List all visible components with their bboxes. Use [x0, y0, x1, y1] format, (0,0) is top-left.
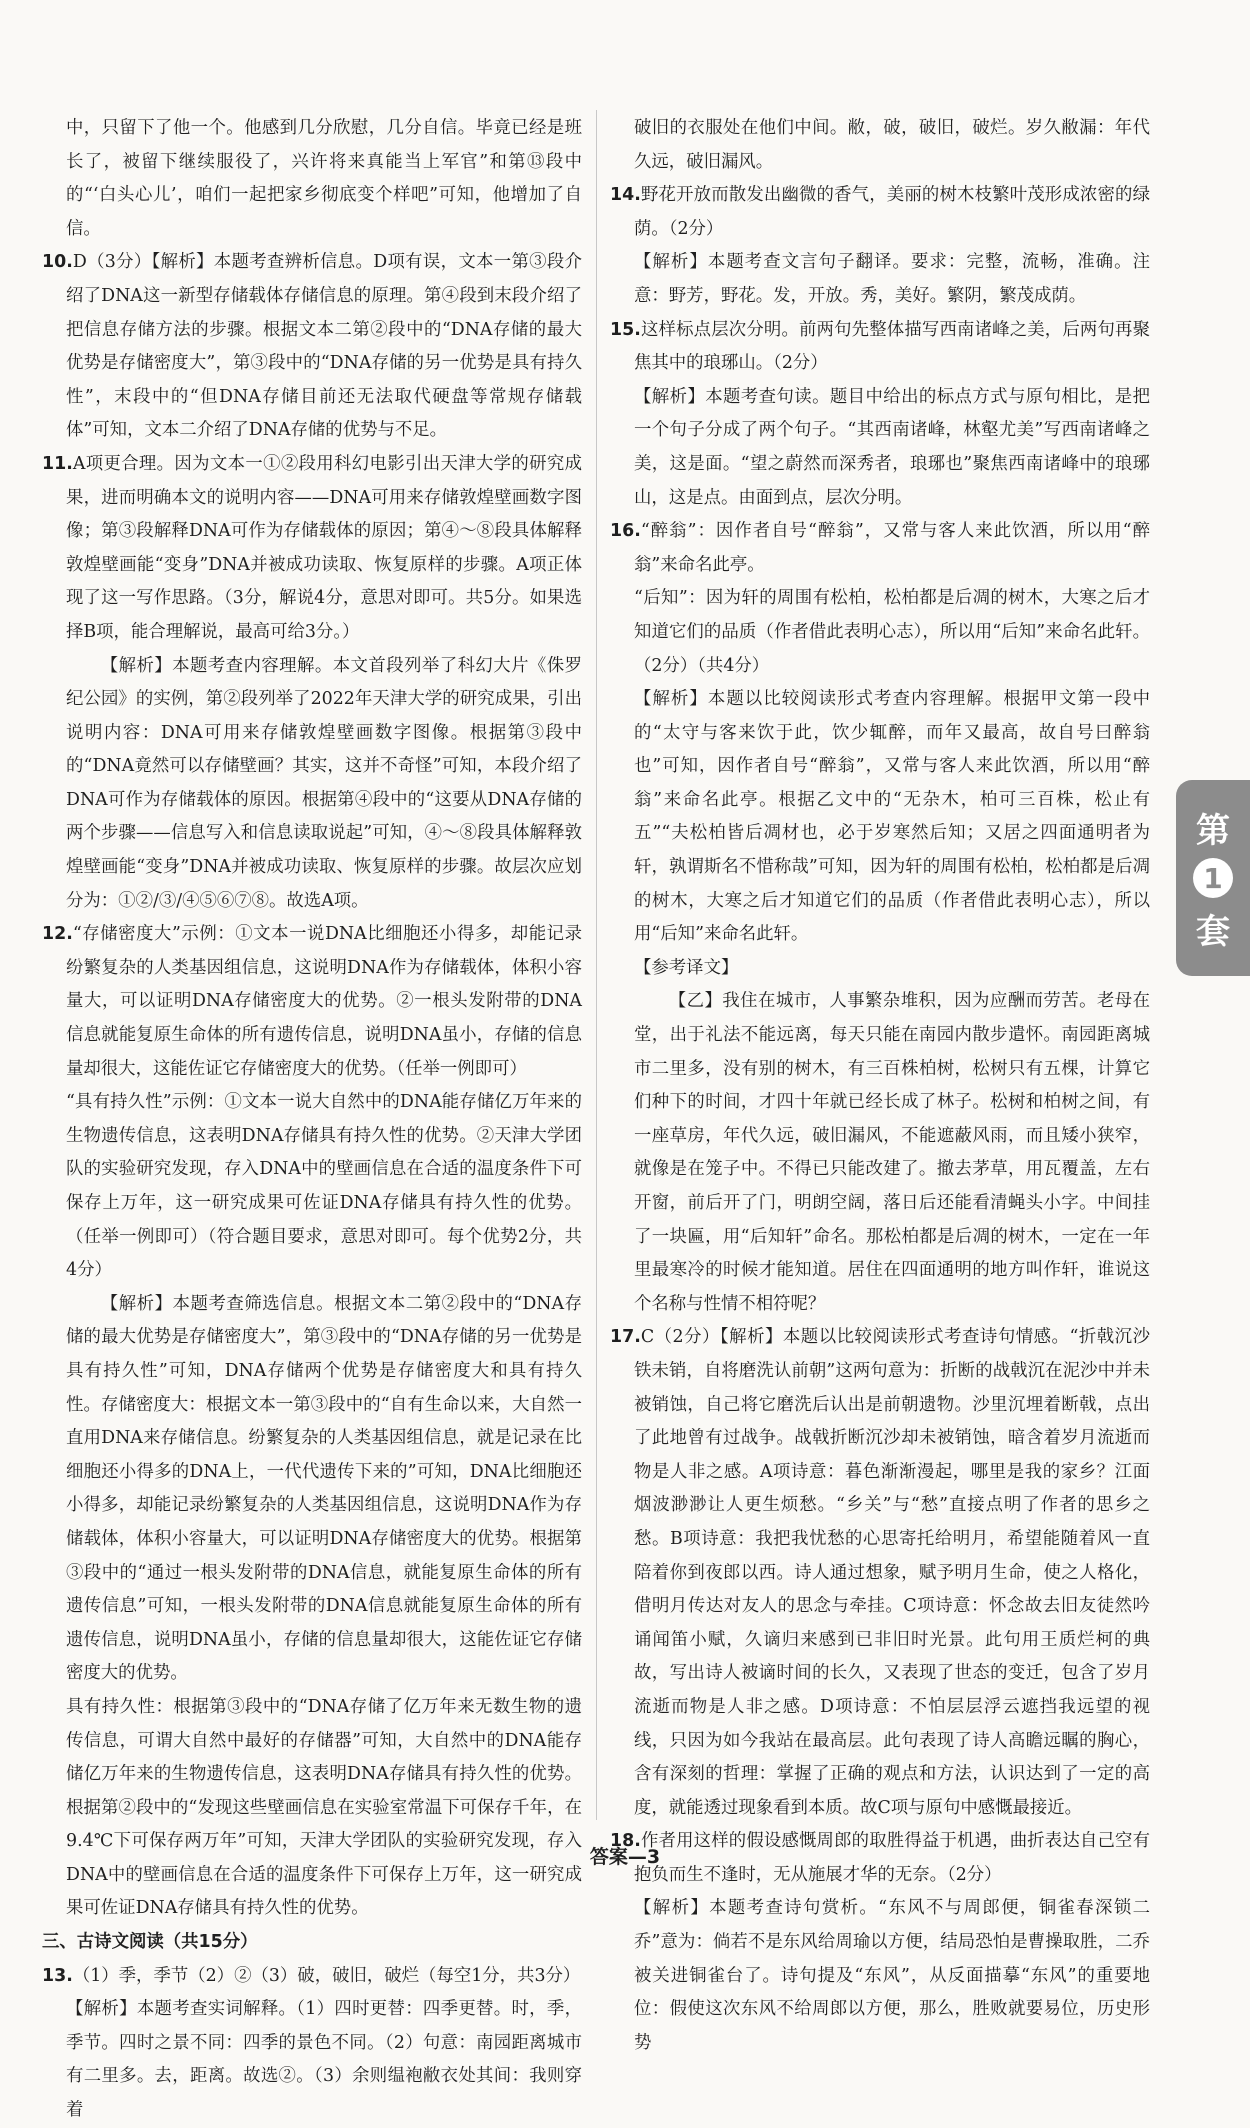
answer-paragraph: [42, 1086, 582, 1288]
paragraph-text: “存储密度大”示例：①文本一说DNA比细胞还小得多，却能记录纷繁复杂的人类基因组信息，这说明DNA作为存储载体，体积小容量大，可以证明DNA存储密度大的优势。②一根头发附带的DNA信息就能复原生命体的所有遗传信息，说明DNA虽小，存储的信息量却很大，这能佐证它存储密度大的优势。（任举一例即可）: [66, 924, 582, 1079]
answer-paragraph: [42, 918, 582, 1086]
set-tab-bottom: 套: [1196, 912, 1230, 952]
answer-paragraph: [42, 1691, 582, 1926]
paragraph-text: （1）季，季节（2）②（3）破，破旧，破烂（每空1分，共3分）: [72, 1965, 581, 1986]
paragraph-text: 野花开放而散发出幽微的香气，美丽的树木枝繁叶茂形成浓密的绿荫。（2分）: [634, 185, 1150, 239]
set-tab: [1176, 780, 1250, 976]
paragraph-text: 三、古诗文阅读（共15分）: [42, 1932, 258, 1953]
paragraph-text: 作者用这样的假设感慨周郎的取胜得益于机遇，曲折表达自己空有抱负而生不逢时，无从施展才华的无奈。（2分）: [634, 1831, 1150, 1885]
paragraph-text: 【参考译文】: [634, 957, 739, 978]
paragraph-text: 这样标点层次分明。前两句先整体描写西南诸峰之美，后两句再聚焦其中的琅琊山。（2分）: [634, 319, 1150, 374]
question-number: 18.: [610, 1831, 641, 1852]
page-footer: 答案—3: [589, 1846, 661, 1868]
answer-paragraph: [42, 1926, 582, 1960]
answer-paragraph: [610, 582, 1150, 683]
paragraph-text: “醉翁”：因作者自号“醉翁”，又常与客人来此饮酒，所以用“醉翁”来命名此亭。: [634, 521, 1150, 575]
answer-paragraph: [610, 112, 1150, 179]
answer-paragraph: [42, 650, 582, 919]
answer-paragraph: [610, 952, 1150, 986]
column-divider: [596, 110, 597, 1820]
paragraph-text: 【解析】本题考查筛选信息。根据文本二第②段中的“DNA存储的最大优势是存储密度大”，第③段中的“DNA存储的另一优势是具有持久性”可知，DNA存储两个优势是存储密度大和具有持久性。存储密度大：根据文本一第③段中的“自有生命以来，大自然一直用DNA来存储信息。纷繁复杂的人类基因组信息，就是记录在比细胞还小得多的DNA上，一代代遗传下来的”可知，DNA比细胞还小得多，却能记录纷繁复杂的人类基因组信息，这说明DNA作为存储载体，体积小容量大，可以证明DNA存储密度大的优势。根据第③段中的“通过一根头发附带的DNA信息，就能复原生命体的所有遗传信息”可知，一根头发附带的DNA信息就能复原生命体的所有遗传信息，说明DNA虽小，存储的信息量却很大，这能佐证它存储密度大的优势。: [66, 1293, 582, 1684]
question-number: 12.: [42, 924, 73, 945]
paragraph-text: C（2分）【解析】本题以比较阅读形式考查诗句情感。“折戟沉沙铁未销，自将磨洗认前朝”这两句意为：折断的战戟沉在泥沙中并未被销蚀，自己将它磨洗后认出是前朝遗物。沙里沉埋着断戟，点出了此地曾有过战争。战戟折断沉沙却未被销蚀，暗含着岁月流逝而物是人非之感。A项诗意：暮色渐渐漫起，哪里是我的家乡？江面烟波渺渺让人更生烦愁。“乡关”与“愁”直接点明了作者的思乡之愁。B项诗意：我把我忧愁的心思寄托给明月，希望能随着风一直陪着你到夜郎以西。诗人通过想象，赋予明月生命，使之人格化，借明月传达对友人的思念与牵挂。C项诗意：怀念故去旧友徒然吟诵闻笛小赋，久谪归来感到已非旧时光景。此句用王质烂柯的典故，写出诗人被谪时间的长久，又表现了世态的变迁，包含了岁月流逝而物是人非之感。D项诗意：不怕层层浮云遮挡我远望的视线，只因为如今我站在最高层。此句表现了诗人高瞻远瞩的胸心，含有深刻的哲理：掌握了正确的观点和方法，认识达到了一定的高度，就能透过现象看到本质。故C项与原句中感慨最接近。: [634, 1327, 1150, 1818]
answer-paragraph: [610, 1892, 1150, 2060]
answer-paragraph: [42, 1288, 582, 1691]
question-number: 13.: [42, 1965, 73, 1986]
answer-paragraph: [42, 1960, 582, 1994]
set-tab-top: 第: [1196, 811, 1230, 851]
answer-paragraph: [610, 683, 1150, 952]
paragraph-text: “具有持久性”示例：①文本一说大自然中的DNA能存储亿万年来的生物遗传信息，这表明DNA存储具有持久性的优势。②天津大学团队的实验研究发现，存入DNA中的壁画信息在合适的温度条件下可保存上万年，这一研究成果可佐证DNA存储具有持久性的优势。（任举一例即可）（符合题目要求，意思对即可。每个优势2分，共4分）: [66, 1092, 582, 1281]
paragraph-text: 具有持久性：根据第③段中的“DNA存储了亿万年来无数生物的遗传信息，可谓大自然中最好的存储器”可知，大自然中的DNA能存储亿万年来的生物遗传信息，这表明DNA存储具有持久性的优势。根据第②段中的“发现这些壁画信息在实验室常温下可保存千年，在9.4℃下可保存两万年”可知，天津大学团队的实验研究发现，存入DNA中的壁画信息在合适的温度条件下可保存上万年，这一研究成果可佐证DNA存储具有持久性的优势。: [66, 1696, 582, 1919]
answer-paragraph: [610, 985, 1150, 1321]
question-number: 10.: [42, 252, 73, 273]
answer-paragraph: [610, 1321, 1150, 1825]
paragraph-text: D（3分）【解析】本题考查辨析信息。D项有误，文本一第③段介绍了DNA这一新型存储载体存储信息的原理。第④段到末段介绍了把信息存储方法的步骤。根据文本二第②段中的“DNA存储的最大优势是存储密度大”，第③段中的“DNA存储的另一优势是具有持久性”，末段中的“但DNA存储目前还无法取代硬盘等常规存储载体”可知，文本二介绍了DNA存储的优势与不足。: [66, 252, 582, 441]
paragraph-text: 【解析】本题以比较阅读形式考查内容理解。根据甲文第一段中的“太守与客来饮于此，饮少辄醉，而年又最高，故自号曰醉翁也”可知，因作者自号“醉翁”，又常与客人来此饮酒，所以用“醉翁”来命名此亭。根据乙文中的“无杂木，柏可三百株，松止有五”“夫松柏皆后凋材也，必于岁寒然后知；又居之四面通明者为轩，孰谓斯名不惜称哉”可知，因为轩的周围有松柏，松柏都是后凋的树木，大寒之后才知道它们的品质（作者借此表明心志），所以用“后知”来命名此轩。: [634, 689, 1150, 945]
answer-paragraph: [42, 246, 582, 448]
paragraph-text: 【解析】本题考查实词解释。（1）四时更替：四季更替。时，季，季节。四时之景不同：四季的景色不同。（2）句意：南园距离城市有二里多。去，距离。故选②。（3）余则缊袍敝衣处其间：我则穿着: [66, 1999, 582, 2121]
question-number: 16.: [610, 521, 641, 542]
question-number: 17.: [610, 1327, 641, 1348]
answer-paragraph: [42, 112, 582, 246]
question-number: 11.: [42, 453, 73, 474]
question-number: 14.: [610, 185, 641, 206]
paragraph-text: 【解析】本题考查诗句赏析。“东风不与周郎便，铜雀春深锁二乔”意为：倘若不是东风给周瑜以方便，结局恐怕是曹操取胜，二乔被关进铜雀台了。诗句提及“东风”，从反面描摹“东风”的重要地位：假使这次东风不给周郎以方便，那么，胜败就要易位，历史形势: [634, 1898, 1150, 2053]
answer-paragraph: [610, 314, 1150, 381]
set-tab-number: 1: [1193, 858, 1233, 898]
paragraph-text: 【解析】本题考查内容理解。本文首段列举了科幻大片《侏罗纪公园》的实例，第②段列举了2022年天津大学的研究成果，引出说明内容：DNA可用来存储敦煌壁画数字图像。根据第③段中的“DNA竟然可以存储壁画？其实，这并不奇怪”可知，本段介绍了DNA可作为存储载体的原因。根据第④段中的“这要从DNA存储的两个步骤——信息写入和信息读取说起”可知，④～⑧段具体解释敦煌壁画能“变身”DNA并被成功读取、恢复原样的步骤。故层次应划分为：①②/③/④⑤⑥⑦⑧。故选A项。: [66, 655, 582, 911]
answer-paragraph: [610, 179, 1150, 246]
paragraph-text: 【解析】本题考查句读。题目中给出的标点方式与原句相比，是把一个句子分成了两个句子。“其西南诸峰，林壑尤美”写西南诸峰之美，这是面。“望之蔚然而深秀者，琅琊也”聚焦西南诸峰中的琅琊山，这是点。由面到点，层次分明。: [634, 386, 1150, 508]
paragraph-text: A项更合理。因为文本一①②段用科幻电影引出天津大学的研究成果，进而明确本文的说明内容——DNA可用来存储敦煌壁画数字图像；第③段解释DNA可作为存储载体的原因；第④～⑧段具体解释敦煌壁画能“变身”DNA并被成功读取、恢复原样的步骤。A项正体现了这一写作思路。（3分，解说4分，意思对即可。共5分。如果选择B项，能合理解说，最高可给3分。）: [66, 453, 582, 642]
paragraph-text: 中，只留下了他一个。他感到几分欣慰，几分自信。毕竟已经是班长了，被留下继续服役了，兴许将来真能当上军官”和第⑬段中的“‘白头心儿’，咱们一起把家乡彻底变个样吧”可知，他增加了自信。: [66, 118, 582, 239]
paragraph-text: 【解析】本题考查文言句子翻译。要求：完整，流畅，准确。注意：野芳，野花。发，开放。秀，美好。繁阴，繁茂成荫。: [634, 252, 1150, 306]
answer-paragraph: [42, 1993, 582, 2127]
left-column: [42, 112, 582, 2128]
answer-paragraph: [610, 381, 1150, 515]
answer-paragraph: [42, 448, 582, 650]
paragraph-text: 破旧的衣服处在他们中间。敝，破，破旧，破烂。岁久敝漏：年代久远，破旧漏风。: [634, 118, 1150, 172]
answer-paragraph: [610, 246, 1150, 313]
paragraph-text: “后知”：因为轩的周围有松柏，松柏都是后凋的树木，大寒之后才知道它们的品质（作者借此表明心志），所以用“后知”来命名此轩。（2分）（共4分）: [634, 588, 1150, 676]
right-column: [610, 112, 1150, 2060]
paragraph-text: 【乙】我住在城市，人事繁杂堆积，因为应酬而劳苦。老母在堂，出于礼法不能远离，每天只能在南园内散步遣怀。南园距离城市二里多，没有别的树木，有三百株柏树，松树只有五棵，计算它们种下的时间，才四十年就已经长成了林子。松树和柏树之间，有一座草房，年代久远，破旧漏风，不能遮蔽风雨，而且矮小狭窄，就像是在笼子中。不得已只能改建了。撤去茅草，用瓦覆盖，左右开窗，前后开了门，明朗空阔，落日后还能看清蝇头小字。中间挂了一块匾，用“后知轩”命名。那松柏都是后凋的树木，一定在一年里最寒冷的时候才能知道。居住在四面通明的地方叫作轩，谁说这个名称与性情不相符呢？: [634, 991, 1150, 1314]
answer-paragraph: [610, 515, 1150, 582]
question-number: 15.: [610, 319, 641, 340]
